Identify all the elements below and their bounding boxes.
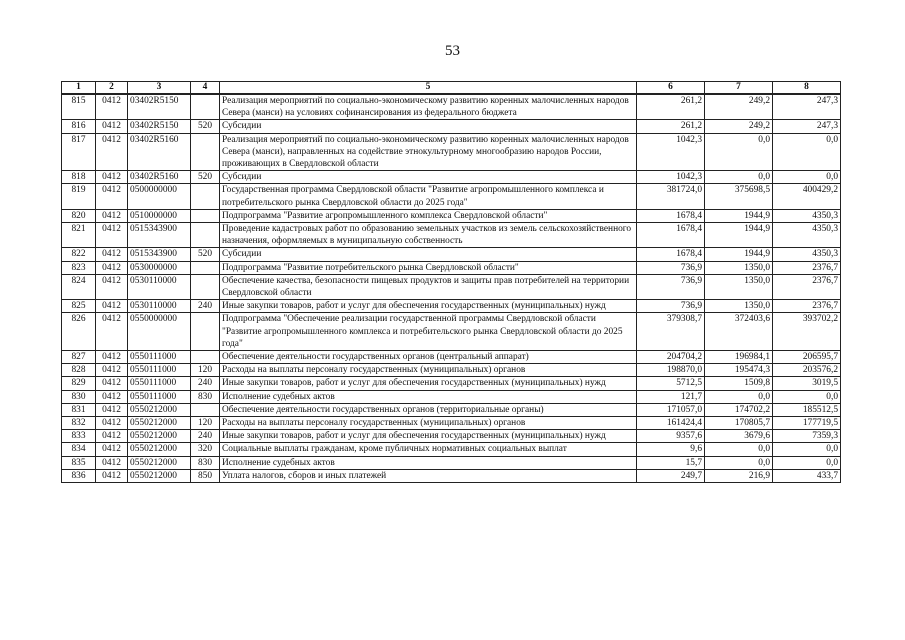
expense-type-code-cell (191, 403, 220, 416)
row-number-cell: 832 (62, 417, 96, 430)
expense-type-code-cell: 520 (191, 248, 220, 261)
amount-col7-cell: 0,0 (705, 133, 773, 171)
target-article-code-cell: 0530110000 (128, 274, 191, 299)
expense-type-code-cell (191, 133, 220, 171)
table-row (62, 171, 841, 184)
row-number-cell: 827 (62, 351, 96, 364)
expense-type-code-cell (191, 351, 220, 364)
budget-table (61, 81, 841, 483)
amount-col6-cell: 9,6 (637, 443, 705, 456)
table-row (62, 248, 841, 261)
amount-col7-cell: 1350,0 (705, 300, 773, 313)
target-article-code-cell: 03402R5160 (128, 171, 191, 184)
amount-col7-cell: 1350,0 (705, 274, 773, 299)
item-name-cell: Подпрограмма "Развитие потребительского рынка Свердловской области" (220, 261, 637, 274)
target-article-code-cell: 0550000000 (128, 313, 191, 351)
amount-col6-cell: 1042,3 (637, 171, 705, 184)
amount-col7-cell: 1350,0 (705, 261, 773, 274)
section-code-cell: 0412 (96, 390, 128, 403)
amount-col8-cell: 433,7 (773, 469, 841, 482)
amount-col8-cell: 185512,5 (773, 403, 841, 416)
item-name-cell: Государственная программа Свердловской области "Развитие агропромышленного комплекса и потребительского рынка Свердловской области до 2025 года" (220, 184, 637, 209)
amount-col7-cell: 375698,5 (705, 184, 773, 209)
target-article-code-cell: 0515343900 (128, 248, 191, 261)
row-number-cell: 829 (62, 377, 96, 390)
item-name-cell: Иные закупки товаров, работ и услуг для обеспечения государственных (муниципальных) нужд (220, 377, 637, 390)
amount-col7-cell: 216,9 (705, 469, 773, 482)
target-article-code-cell: 0550212000 (128, 456, 191, 469)
row-number-cell: 817 (62, 133, 96, 171)
item-name-cell: Иные закупки товаров, работ и услуг для обеспечения государственных (муниципальных) нужд (220, 300, 637, 313)
item-name-cell: Субсидии (220, 120, 637, 133)
section-code-cell: 0412 (96, 377, 128, 390)
target-article-code-cell: 0550111000 (128, 351, 191, 364)
section-code-cell: 0412 (96, 261, 128, 274)
table-body (62, 94, 841, 483)
item-name-cell: Субсидии (220, 171, 637, 184)
table-row (62, 390, 841, 403)
section-code-cell: 0412 (96, 443, 128, 456)
section-code-cell: 0412 (96, 248, 128, 261)
expense-type-code-cell (191, 209, 220, 222)
amount-col6-cell: 736,9 (637, 300, 705, 313)
expense-type-code-cell: 240 (191, 300, 220, 313)
item-name-cell: Подпрограмма "Обеспечение реализации государственной программы Свердловской области "Развитие агропромышленного комплекса и потребительского рынка Свердловской области до 2025 года" (220, 313, 637, 351)
row-number-cell: 825 (62, 300, 96, 313)
section-code-cell: 0412 (96, 364, 128, 377)
amount-col6-cell: 121,7 (637, 390, 705, 403)
expense-type-code-cell (191, 313, 220, 351)
expense-type-code-cell: 520 (191, 120, 220, 133)
column-header: 2 (96, 82, 128, 95)
table-row (62, 133, 841, 171)
target-article-code-cell: 03402R5150 (128, 120, 191, 133)
table-row (62, 184, 841, 209)
table-row (62, 417, 841, 430)
amount-col6-cell: 9357,6 (637, 430, 705, 443)
row-number-cell: 816 (62, 120, 96, 133)
table-row (62, 94, 841, 120)
item-name-cell: Расходы на выплаты персоналу государственных (муниципальных) органов (220, 364, 637, 377)
section-code-cell: 0412 (96, 209, 128, 222)
expense-type-code-cell (191, 223, 220, 248)
table-row (62, 120, 841, 133)
row-number-cell: 836 (62, 469, 96, 482)
table-header-row (62, 82, 841, 95)
item-name-cell: Исполнение судебных актов (220, 456, 637, 469)
amount-col6-cell: 381724,0 (637, 184, 705, 209)
amount-col6-cell: 1678,4 (637, 209, 705, 222)
expense-type-code-cell (191, 94, 220, 120)
amount-col8-cell: 0,0 (773, 171, 841, 184)
amount-col8-cell: 4350,3 (773, 223, 841, 248)
amount-col6-cell: 161424,4 (637, 417, 705, 430)
column-header: 6 (637, 82, 705, 95)
amount-col7-cell: 0,0 (705, 171, 773, 184)
section-code-cell: 0412 (96, 430, 128, 443)
amount-col6-cell: 15,7 (637, 456, 705, 469)
amount-col7-cell: 0,0 (705, 456, 773, 469)
amount-col7-cell: 1944,9 (705, 248, 773, 261)
expense-type-code-cell: 240 (191, 430, 220, 443)
target-article-code-cell: 0550212000 (128, 403, 191, 416)
page-number: 53 (445, 43, 460, 59)
expense-type-code-cell (191, 184, 220, 209)
table-row (62, 274, 841, 299)
row-number-cell: 826 (62, 313, 96, 351)
amount-col7-cell: 1944,9 (705, 209, 773, 222)
amount-col7-cell: 174702,2 (705, 403, 773, 416)
column-header: 7 (705, 82, 773, 95)
row-number-cell: 828 (62, 364, 96, 377)
amount-col7-cell: 372403,6 (705, 313, 773, 351)
amount-col8-cell: 0,0 (773, 443, 841, 456)
section-code-cell: 0412 (96, 184, 128, 209)
section-code-cell: 0412 (96, 120, 128, 133)
row-number-cell: 831 (62, 403, 96, 416)
amount-col8-cell: 7359,3 (773, 430, 841, 443)
target-article-code-cell: 0550212000 (128, 443, 191, 456)
row-number-cell: 830 (62, 390, 96, 403)
amount-col8-cell: 177719,5 (773, 417, 841, 430)
row-number-cell: 821 (62, 223, 96, 248)
amount-col7-cell: 170805,7 (705, 417, 773, 430)
amount-col8-cell: 0,0 (773, 133, 841, 171)
item-name-cell: Реализация мероприятий по социально-экономическому развитию коренных малочисленных народов Севера (манси) на условиях софинансирования из федерального бюджета (220, 94, 637, 120)
section-code-cell: 0412 (96, 456, 128, 469)
target-article-code-cell: 0530110000 (128, 300, 191, 313)
table-row (62, 209, 841, 222)
row-number-cell: 824 (62, 274, 96, 299)
amount-col8-cell: 2376,7 (773, 300, 841, 313)
amount-col6-cell: 1678,4 (637, 223, 705, 248)
amount-col6-cell: 198870,0 (637, 364, 705, 377)
table-row (62, 351, 841, 364)
expense-type-code-cell: 320 (191, 443, 220, 456)
amount-col8-cell: 0,0 (773, 390, 841, 403)
amount-col8-cell: 247,3 (773, 94, 841, 120)
amount-col8-cell: 2376,7 (773, 261, 841, 274)
row-number-cell: 834 (62, 443, 96, 456)
section-code-cell: 0412 (96, 300, 128, 313)
table-row (62, 377, 841, 390)
expense-type-code-cell: 120 (191, 364, 220, 377)
amount-col8-cell: 393702,2 (773, 313, 841, 351)
row-number-cell: 815 (62, 94, 96, 120)
amount-col6-cell: 1678,4 (637, 248, 705, 261)
amount-col7-cell: 0,0 (705, 390, 773, 403)
expense-type-code-cell (191, 261, 220, 274)
amount-col8-cell: 0,0 (773, 456, 841, 469)
target-article-code-cell: 0550212000 (128, 417, 191, 430)
item-name-cell: Исполнение судебных актов (220, 390, 637, 403)
target-article-code-cell: 03402R5160 (128, 133, 191, 171)
row-number-cell: 835 (62, 456, 96, 469)
item-name-cell: Социальные выплаты гражданам, кроме публичных нормативных социальных выплат (220, 443, 637, 456)
amount-col7-cell: 1509,8 (705, 377, 773, 390)
row-number-cell: 820 (62, 209, 96, 222)
column-header: 8 (773, 82, 841, 95)
amount-col6-cell: 736,9 (637, 261, 705, 274)
amount-col7-cell: 249,2 (705, 120, 773, 133)
table-row (62, 469, 841, 482)
amount-col7-cell: 3679,6 (705, 430, 773, 443)
column-header: 1 (62, 82, 96, 95)
amount-col8-cell: 203576,2 (773, 364, 841, 377)
expense-type-code-cell: 520 (191, 171, 220, 184)
item-name-cell: Подпрограмма "Развитие агропромышленного комплекса Свердловской области" (220, 209, 637, 222)
table-row (62, 430, 841, 443)
table-row (62, 261, 841, 274)
expense-type-code-cell: 240 (191, 377, 220, 390)
item-name-cell: Обеспечение деятельности государственных органов (центральный аппарат) (220, 351, 637, 364)
amount-col6-cell: 1042,3 (637, 133, 705, 171)
amount-col7-cell: 249,2 (705, 94, 773, 120)
amount-col6-cell: 249,7 (637, 469, 705, 482)
section-code-cell: 0412 (96, 94, 128, 120)
amount-col8-cell: 247,3 (773, 120, 841, 133)
section-code-cell: 0412 (96, 133, 128, 171)
section-code-cell: 0412 (96, 171, 128, 184)
amount-col7-cell: 196984,1 (705, 351, 773, 364)
item-name-cell: Уплата налогов, сборов и иных платежей (220, 469, 637, 482)
amount-col6-cell: 261,2 (637, 94, 705, 120)
table-row (62, 300, 841, 313)
row-number-cell: 818 (62, 171, 96, 184)
section-code-cell: 0412 (96, 351, 128, 364)
amount-col7-cell: 0,0 (705, 443, 773, 456)
section-code-cell: 0412 (96, 274, 128, 299)
target-article-code-cell: 0500000000 (128, 184, 191, 209)
amount-col6-cell: 736,9 (637, 274, 705, 299)
amount-col7-cell: 195474,3 (705, 364, 773, 377)
table-row (62, 403, 841, 416)
expense-type-code-cell (191, 274, 220, 299)
column-header: 4 (191, 82, 220, 95)
target-article-code-cell: 0550111000 (128, 390, 191, 403)
item-name-cell: Иные закупки товаров, работ и услуг для обеспечения государственных (муниципальных) нужд (220, 430, 637, 443)
item-name-cell: Расходы на выплаты персоналу государственных (муниципальных) органов (220, 417, 637, 430)
amount-col6-cell: 204704,2 (637, 351, 705, 364)
row-number-cell: 822 (62, 248, 96, 261)
table-row (62, 364, 841, 377)
table-row (62, 443, 841, 456)
section-code-cell: 0412 (96, 313, 128, 351)
item-name-cell: Субсидии (220, 248, 637, 261)
section-code-cell: 0412 (96, 417, 128, 430)
target-article-code-cell: 0515343900 (128, 223, 191, 248)
section-code-cell: 0412 (96, 403, 128, 416)
amount-col8-cell: 2376,7 (773, 274, 841, 299)
target-article-code-cell: 03402R5150 (128, 94, 191, 120)
expense-type-code-cell: 120 (191, 417, 220, 430)
amount-col8-cell: 4350,3 (773, 248, 841, 261)
amount-col6-cell: 379308,7 (637, 313, 705, 351)
target-article-code-cell: 0510000000 (128, 209, 191, 222)
amount-col6-cell: 171057,0 (637, 403, 705, 416)
amount-col8-cell: 400429,2 (773, 184, 841, 209)
target-article-code-cell: 0550111000 (128, 377, 191, 390)
target-article-code-cell: 0530000000 (128, 261, 191, 274)
amount-col8-cell: 206595,7 (773, 351, 841, 364)
row-number-cell: 819 (62, 184, 96, 209)
row-number-cell: 833 (62, 430, 96, 443)
item-name-cell: Реализация мероприятий по социально-экономическому развитию коренных малочисленных народов Севера (манси), направленных на содействие этнокультурному многообразию народов России, проживающих в Свердловской области (220, 133, 637, 171)
amount-col7-cell: 1944,9 (705, 223, 773, 248)
amount-col8-cell: 3019,5 (773, 377, 841, 390)
target-article-code-cell: 0550212000 (128, 469, 191, 482)
target-article-code-cell: 0550212000 (128, 430, 191, 443)
section-code-cell: 0412 (96, 469, 128, 482)
expense-type-code-cell: 850 (191, 469, 220, 482)
item-name-cell: Обеспечение деятельности государственных органов (территориальные органы) (220, 403, 637, 416)
column-header: 5 (220, 82, 637, 95)
column-header: 3 (128, 82, 191, 95)
expense-type-code-cell: 830 (191, 390, 220, 403)
amount-col6-cell: 5712,5 (637, 377, 705, 390)
amount-col6-cell: 261,2 (637, 120, 705, 133)
item-name-cell: Обеспечение качества, безопасности пищевых продуктов и защиты прав потребителей на территории Свердловской области (220, 274, 637, 299)
section-code-cell: 0412 (96, 223, 128, 248)
table-row (62, 223, 841, 248)
table-row (62, 456, 841, 469)
row-number-cell: 823 (62, 261, 96, 274)
target-article-code-cell: 0550111000 (128, 364, 191, 377)
table-row (62, 313, 841, 351)
item-name-cell: Проведение кадастровых работ по образованию земельных участков из земель сельскохозяйственного назначения, оформляемых в муниципальную собственность (220, 223, 637, 248)
amount-col8-cell: 4350,3 (773, 209, 841, 222)
expense-type-code-cell: 830 (191, 456, 220, 469)
